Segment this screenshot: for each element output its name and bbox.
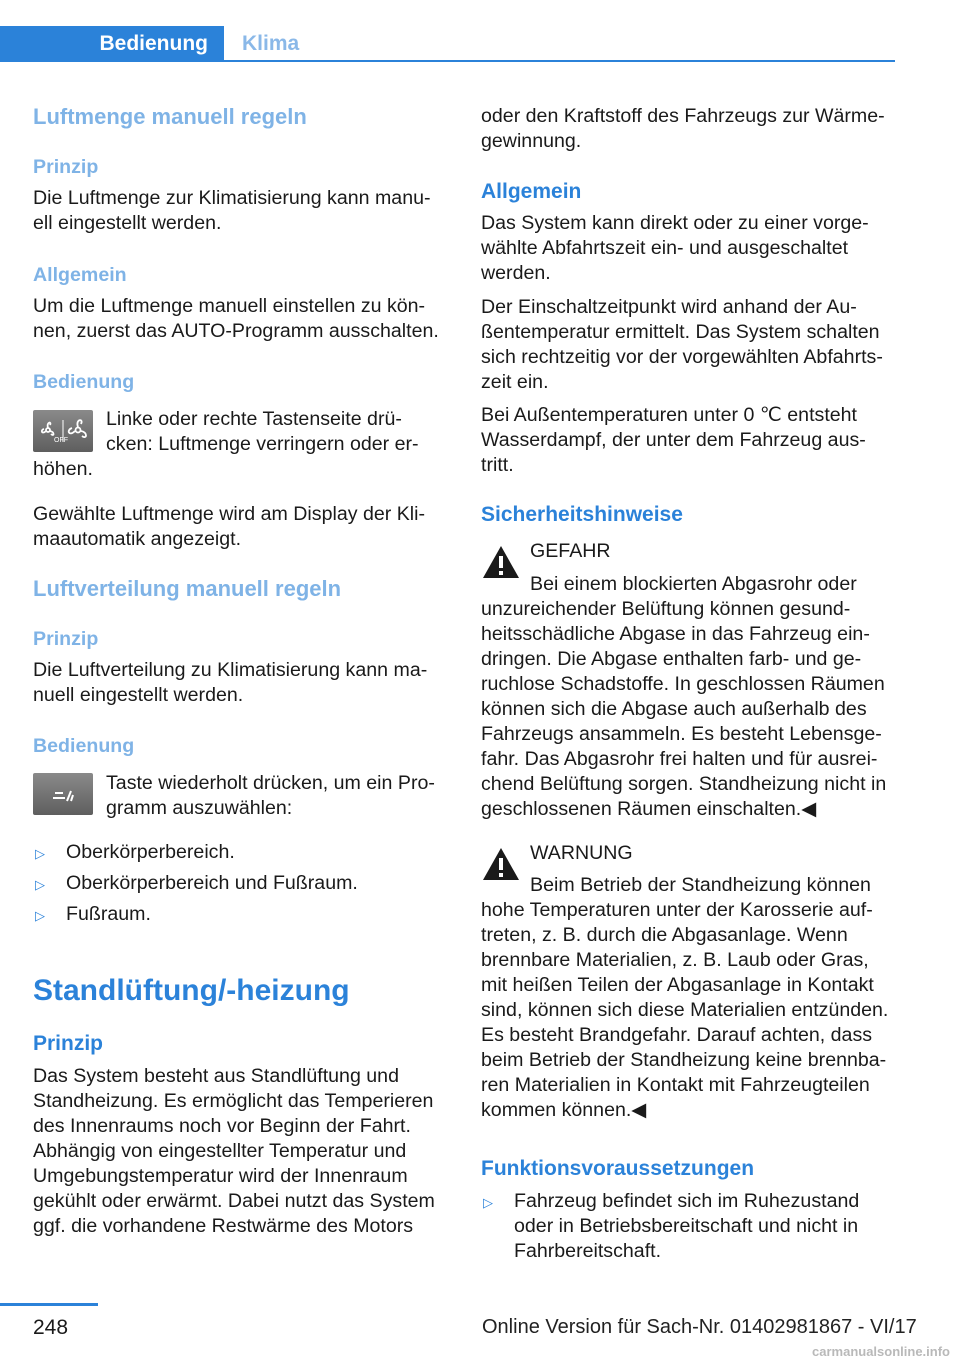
paragraph-line: Gewählte Luftmenge wird am Display der Kli‐ [33, 503, 426, 525]
paragraph-line: Es besteht Brandgefahr. Darauf achten, dass [481, 1024, 873, 1046]
subheading-bedienung: Bedienung [33, 371, 135, 393]
paragraph-line: Das System kann direkt oder zu einer vorge‐ [481, 212, 869, 234]
subheading-bedienung: Bedienung [33, 735, 135, 757]
paragraph-line: ggf. die vorhandene Restwärme des Motors [33, 1215, 414, 1237]
footer-rule [0, 1303, 98, 1306]
heading-sicherheitshinweise: Sicherheitshinweise [481, 503, 683, 526]
bullet-triangle-icon: ▷ [35, 908, 45, 923]
paragraph-line: beim Betrieb der Standheizung keine brennba‐ [481, 1049, 887, 1071]
subheading-prinzip: Prinzip [33, 1032, 104, 1055]
paragraph-line: mit heißen Teilen der Abgasanlage in Kontakt [481, 974, 874, 996]
warning-triangle-icon [481, 544, 521, 580]
list-item-continued: Fahrbereitschaft. [514, 1240, 662, 1262]
svg-text:OFF: OFF [54, 437, 68, 444]
paragraph-line: Beim Betrieb der Standheizung können [530, 874, 871, 896]
bullet-triangle-icon: ▷ [35, 846, 45, 861]
heading-standlueftung: Standlüftung/-heizung [33, 974, 350, 1007]
online-version-note: Online Version für Sach-Nr. 01402981867 - VI/17 [482, 1316, 917, 1338]
list-item-continued: oder in Betriebsbereitschaft und nicht in [514, 1215, 859, 1237]
paragraph-line: ell eingestellt werden. [33, 212, 222, 234]
list-item: Oberkörperbereich und Fußraum. [66, 872, 358, 894]
paragraph-line: Der Einschaltzeitpunkt wird anhand der Au‐ [481, 296, 857, 318]
list-item: Fahrzeug befindet sich im Ruhezustand [514, 1190, 860, 1212]
paragraph-line: hohe Temperaturen unter der Karosserie auf‐ [481, 899, 873, 921]
paragraph-line: zeit ein. [481, 371, 549, 393]
paragraph-line: geschlossenen Räumen einschalten.◀ [481, 798, 817, 820]
paragraph-line: cken: Luftmenge verringern oder er‐ [106, 433, 419, 455]
paragraph-line: ren Materialien in Kontakt mit Fahrzeugteilen [481, 1074, 870, 1096]
paragraph-line: treten, z. B. durch die Abgasanlage. Wenn [481, 924, 848, 946]
paragraph-line: heitsschädliche Abgase in das Fahrzeug ein‐ [481, 623, 870, 645]
paragraph-line: höhen. [33, 458, 93, 480]
heading-luftverteilung: Luftverteilung manuell regeln [33, 576, 342, 601]
fan-button-image [33, 410, 93, 452]
heading-luftmenge: Luftmenge manuell regeln [33, 104, 307, 129]
paragraph-line: brennbare Materialien, z. B. Laub oder Gras, [481, 949, 869, 971]
paragraph-line: gramm auszuwählen: [106, 797, 293, 819]
tab-klima[interactable]: Klima [242, 32, 300, 55]
air-distribution-icon [33, 773, 93, 815]
paragraph-line: sich rechtzeitig vor der vorgewählten Abfahrts‐ [481, 346, 883, 368]
paragraph-line: kommen können.◀ [481, 1099, 647, 1121]
paragraph-line: ßentemperatur ermittelt. Das System schalten [481, 321, 880, 343]
warning-title-gefahr: GEFAHR [530, 540, 611, 562]
paragraph-line: fahr. Das Abgasrohr frei halten und für ausrei‐ [481, 748, 878, 770]
paragraph-line: Die Luftverteilung zu Klimatisierung kann ma‐ [33, 659, 428, 681]
bullet-triangle-icon: ▷ [483, 1195, 493, 1210]
tab-bedienung[interactable]: Bedienung [0, 26, 224, 62]
paragraph-line: sind, können sich diese Materialien entzünden. [481, 999, 889, 1021]
paragraph-line: gekühlt oder erwärmt. Dabei nutzt das System [33, 1190, 435, 1212]
paragraph-line: Wasserdampf, der unter dem Fahrzeug aus‐ [481, 429, 866, 451]
subheading-allgemein: Allgemein [33, 264, 127, 286]
paragraph-line: werden. [481, 262, 551, 284]
subheading-prinzip: Prinzip [33, 628, 99, 650]
paragraph-line: Taste wiederholt drücken, um ein Pro‐ [106, 772, 435, 794]
paragraph-line: Umgebungstemperatur wird der Innenraum [33, 1165, 408, 1187]
paragraph-line: tritt. [481, 454, 514, 476]
paragraph-line: Bei Außentemperaturen unter 0 ℃ entsteht [481, 404, 858, 426]
paragraph-line: dringen. Die Abgase enthalten farb- und ge‐ [481, 648, 862, 670]
list-item: Fußraum. [66, 903, 151, 925]
paragraph-line: nen, zuerst das AUTO-Programm ausschalten. [33, 320, 439, 342]
paragraph-line: chend Belüftung sorgen. Standheizung nicht in [481, 773, 887, 795]
watermark: carmanualsonline.info [812, 1344, 950, 1359]
paragraph-line: Um die Luftmenge manuell einstellen zu kön‐ [33, 295, 426, 317]
subheading-prinzip: Prinzip [33, 156, 99, 178]
paragraph-line: des Innenraums noch vor Beginn der Fahrt. [33, 1115, 411, 1137]
fan-icon [33, 410, 93, 452]
paragraph-line: Die Luftmenge zur Klimatisierung kann manu‐ [33, 187, 431, 209]
air-distribution-button-image [33, 773, 93, 815]
subheading-allgemein: Allgemein [481, 180, 582, 203]
paragraph-line: Bei einem blockierten Abgasrohr oder [530, 573, 857, 595]
paragraph-line: maautomatik angezeigt. [33, 528, 242, 550]
paragraph-line: wählte Abfahrtszeit ein- und ausgeschaltet [481, 237, 849, 259]
paragraph-line: Abhängig von eingestellter Temperatur und [33, 1140, 407, 1162]
list-item: Oberkörperbereich. [66, 841, 235, 863]
paragraph-line: Das System besteht aus Standlüftung und [33, 1065, 399, 1087]
paragraph-line: gewinnung. [481, 130, 582, 152]
heading-funktionsvoraussetzungen: Funktionsvoraussetzungen [481, 1157, 755, 1180]
page-header [0, 0, 895, 62]
paragraph-line: Standheizung. Es ermöglicht das Temperieren [33, 1090, 434, 1112]
warning-triangle-icon [481, 846, 521, 882]
page-number: 248 [33, 1316, 69, 1339]
paragraph-line: nuell eingestellt werden. [33, 684, 244, 706]
paragraph-line: oder den Kraftstoff des Fahrzeugs zur Wärme‐ [481, 105, 885, 127]
paragraph-line: unzureichender Belüftung können gesund‐ [481, 598, 851, 620]
paragraph-line: können sich die Abgase auch außerhalb des [481, 698, 867, 720]
warning-title-warnung: WARNUNG [530, 842, 633, 864]
paragraph-line: Fahrzeugs ansammeln. Es besteht Lebensge‐ [481, 723, 882, 745]
bullet-triangle-icon: ▷ [35, 877, 45, 892]
paragraph-line: Linke oder rechte Tastenseite drü‐ [106, 408, 402, 430]
paragraph-line: ruchlose Schadstoffe. In geschlossen Räumen [481, 673, 885, 695]
